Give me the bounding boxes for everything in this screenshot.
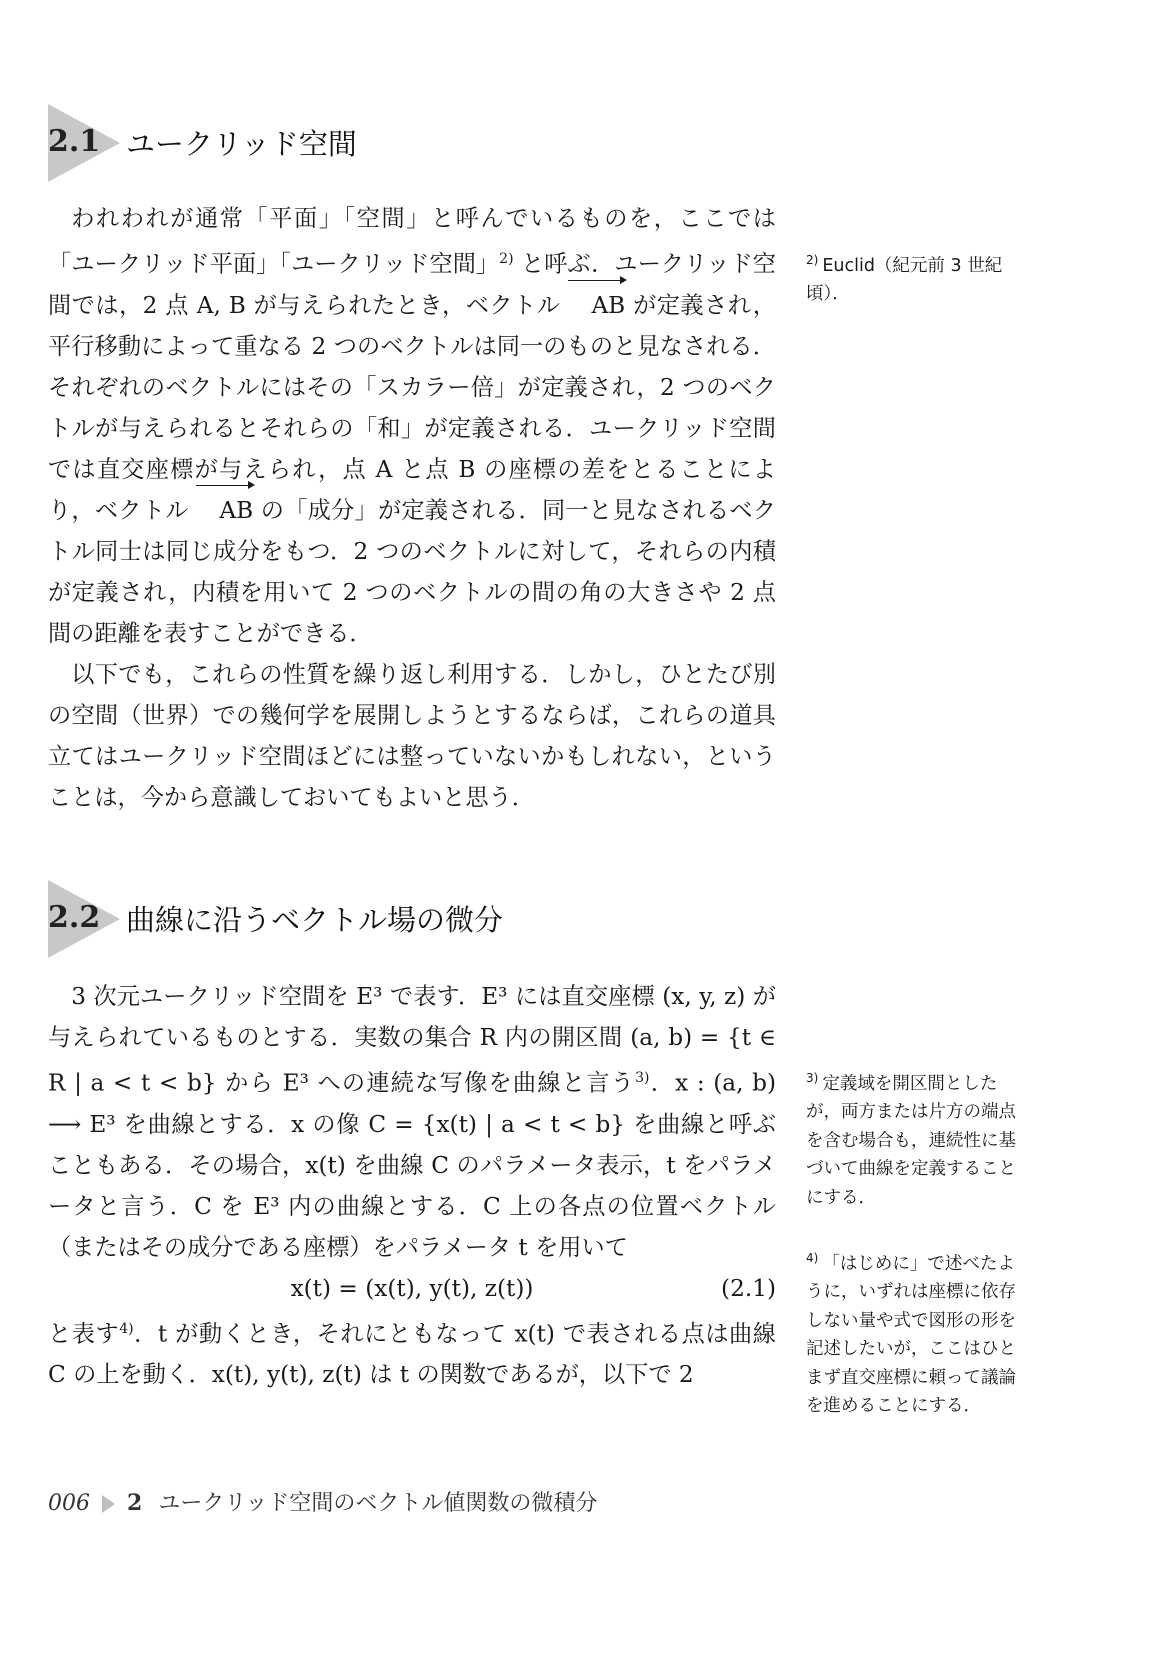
- sidenote-3: [806, 1064, 1018, 1212]
- paragraph: [48, 198, 776, 654]
- text-run: の「成分」が定義される．同一と見なされるベクトル同士は同じ成分をもつ．2 つのベクトルに対して，それらの内積が定義され，内積を用いて 2 つのベクトルの間の角の大きさや 2 点間の距離を表すことができる．: [48, 496, 777, 647]
- sidenote-text: 「はじめに」で述べたように，いずれは座標に依存しない量や式で図形の形を記述したいが，ここはひとまず直交座標に頼って議論を進めることにする．: [806, 1253, 1016, 1417]
- text-run: われわれが通常「平面」「空間」と呼んでいるものを，ここでは「ユークリッド平面」「ユークリッド空間」: [48, 205, 776, 278]
- section-title: 曲線に沿うベクトル場の微分: [126, 903, 504, 937]
- section-number: 2.1: [48, 124, 101, 159]
- section-2-1-body: [48, 198, 776, 818]
- sidenote-2: [806, 246, 1018, 309]
- sidenote-marker: 2): [806, 253, 819, 267]
- paragraph: [48, 1309, 776, 1396]
- equation-body: x(t) = (x(t), y(t), z(t)): [290, 1274, 534, 1302]
- vector-ab: AB: [196, 490, 253, 531]
- sidenote-4: [806, 1244, 1018, 1421]
- sidenote-marker: 3): [806, 1071, 819, 1085]
- text-run: と呼ぶ．ユークリッド空間では，2 点 A, B が与えられたとき，ベクトル: [48, 250, 776, 319]
- sidenote-text: Euclid（紀元前 3 世紀頃）．: [806, 255, 1003, 305]
- chapter-title: ユークリッド空間のベクトル値関数の微積分: [158, 1491, 598, 1516]
- footer-arrow-icon: [102, 1495, 115, 1513]
- text-run: ．x : (a, b) ⟶ E³ を曲線とする．x の像 C = {x(t) | a < t < b} を曲線と呼ぶこともある．その場合，x(t) を曲線 C のパラメータ表示，t をパラメータと言う．C を E³ 内の曲線とする．C 上の各点の位置ベクトル（またはその成分である座標）をパラメータ t を用いて: [48, 1069, 777, 1261]
- vector-ab: AB: [568, 285, 625, 326]
- section-heading-2-1: [48, 104, 808, 182]
- equation-number: (2.1): [721, 1274, 776, 1302]
- page-footer: [48, 1486, 597, 1517]
- page-number: 006: [48, 1491, 90, 1516]
- sidenote-marker: 4): [806, 1251, 819, 1265]
- footnote-marker: 2): [499, 251, 514, 267]
- section-title: ユークリッド空間: [126, 127, 357, 161]
- footnote-marker: 4): [119, 1320, 134, 1337]
- text-run: と表す: [48, 1320, 120, 1348]
- text-run: が定義され，平行移動によって重なる 2 つのベクトルは同一のものと見なされる．それぞれのベクトルにはその「スカラー倍」が定義され，2 つのベクトルが与えられるとそれらの「和」が定義される．ユークリッド空間では直交座標が与えられ，点 A と点 B の座標の差をとることにより，ベクトル: [48, 291, 776, 524]
- section-number: 2.2: [48, 900, 101, 935]
- paragraph: [48, 976, 776, 1268]
- equation-2-1: [48, 1268, 776, 1309]
- text-run: 3 次元ユークリッド空間を E³ で表す．E³ には直交座標 (x, y, z) が与えられているものとする．実数の集合 R 内の開区間 (a, b) = {t ∈ R | a < t < b} から E³ への連続な写像を曲線と言う: [48, 983, 776, 1097]
- chapter-number: 2: [127, 1490, 143, 1516]
- section-heading-2-2: [48, 880, 808, 958]
- footnote-marker: 3): [635, 1070, 650, 1086]
- sidenote-text: 定義域を開区間としたが，両方または片方の端点を含む場合も，連続性に基づいて曲線を定義することにする．: [806, 1073, 1016, 1208]
- section-2-2-body: [48, 976, 776, 1395]
- paragraph: 以下でも，これらの性質を繰り返し利用する．しかし，ひとたび別の空間（世界）での幾何学を展開しようとするならば，これらの道具立てはユークリッド空間ほどには整っていないかもしれない，ということは，今から意識しておいてもよいと思う．: [48, 660, 776, 811]
- text-run: ．t が動くとき，それにともなって x(t) で表される点は曲線 C の上を動く．x(t), y(t), z(t) は t の関数であるが，以下で 2: [48, 1320, 776, 1389]
